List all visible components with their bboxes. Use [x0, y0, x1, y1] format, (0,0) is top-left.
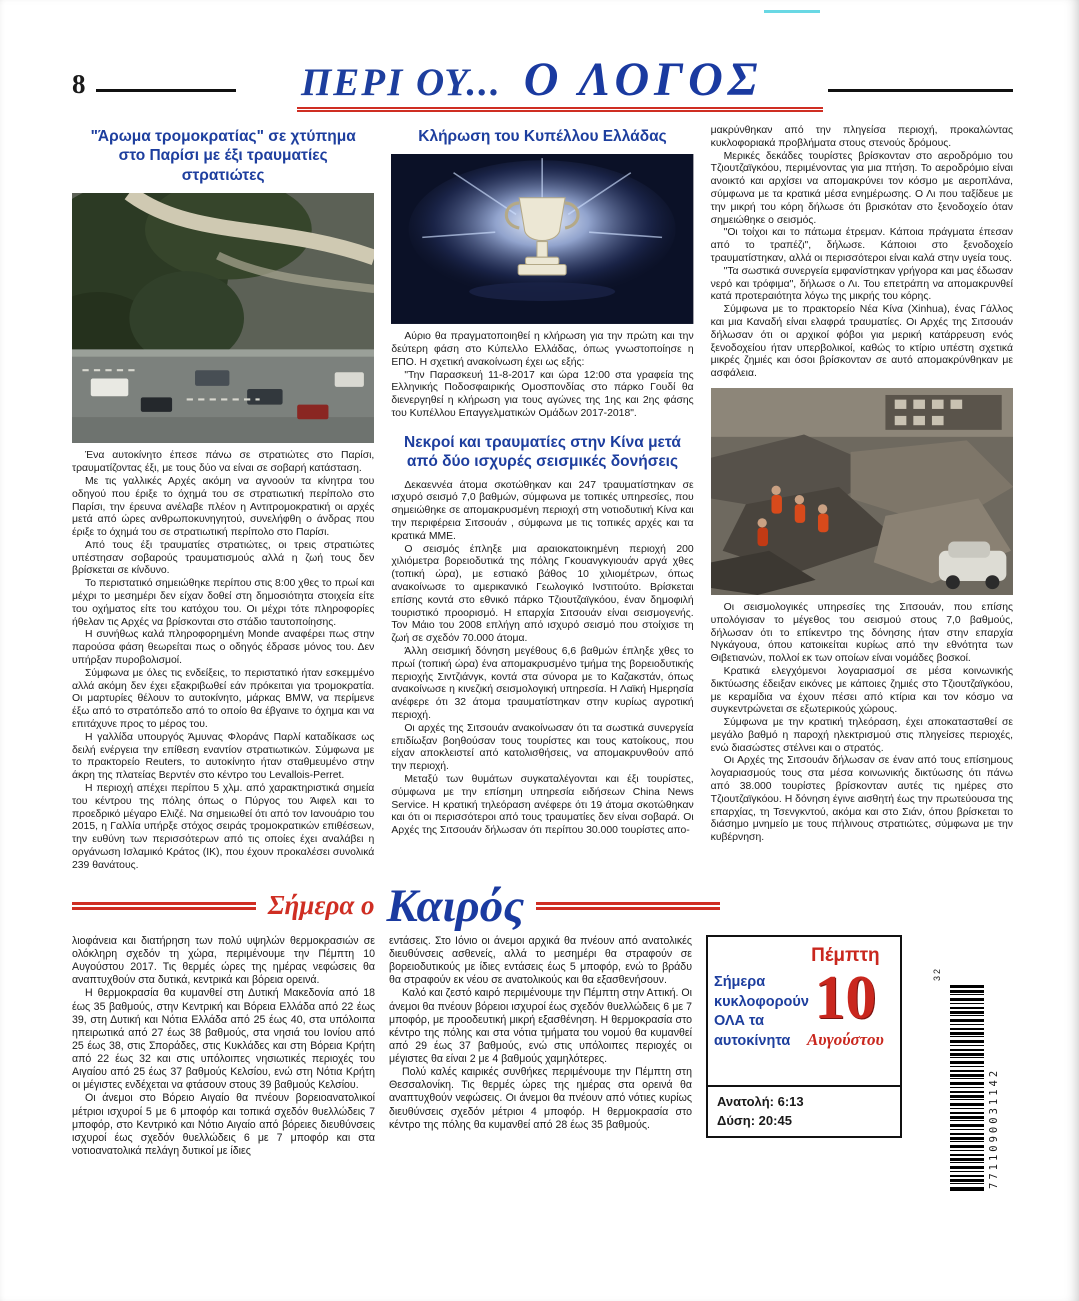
- body-paragraph: Το περιστατικό σημειώθηκε περίπου στις 8:00 χθες το πρωί και μέχρι το μεσημέρι δεν είχαν δοθεί στη δημοσιότητα στοιχεία είτε του οχήματος είτε του κατόχου του. Οι μέχρι τότε πληροφορίες ήθελαν τις Αρχές να βρίσκονται στο στάδιο ταυτοποίησης.: [72, 578, 375, 628]
- print-registration-mark: [764, 10, 820, 13]
- masthead: [236, 53, 829, 106]
- sun-times-box: [706, 1087, 902, 1138]
- circulation-line: ΟΛΑ τα: [714, 1013, 765, 1030]
- circulation-box: [706, 935, 902, 1087]
- body-paragraph: Ο σεισμός έπληξε μια αραιοκατοικημένη περιοχή 200 χιλιόμετρα βορειοδυτικά της πόλης Γκουανγκγιουάν αργά χθες (τοπική ώρα), με εστιακό βάθος 10 χιλιομέτρων, όπως ανακοίνωσε το αμερικανικό Γεωλογικό Ινστιτούτο. Βρίσκεται επίσης κοντά στο εθνικό πάρκο Τζιουτζαϊγκόου, έναν δημοφιλή τουριστικό προορισμό. Η επαρχία Σιτσουάν είναι σεισμογενής. Τον Μάιο του 2008 επλήγη από ισχυρό σεισμό που στοίχισε τη ζωή σε σχεδόν 70.000 άτομα.: [391, 543, 694, 645]
- barcode-bars: [950, 985, 984, 1191]
- body-paragraph: Άλλη σεισμική δόνηση μεγέθους 6,6 βαθμών έπληξε χθες το πρωί (τοπική ώρα) ένα απομακρυσμένο τμήμα της βορειοδυτικής περιοχής Σιντζιάνγκ, κοντά στα σύνορα με το Καζακστάν, όπως ανακοίνωσε η κινεζική σεισμολογική υπηρεσία. Η Λαϊκή Ημερησία ανέφερε ότι 32 άτομα τραυματίστηκαν στην κυρίως αγροτική περιοχή.: [391, 645, 694, 721]
- circulation-line: κυκλοφορούν: [714, 993, 809, 1010]
- body-paragraph: "Οι τοίχοι και το πάτωμα έτρεμαν. Κάποια πράγματα έπεσαν από το τραπέζι", δήλωσε. Κάποιοι στο ξενοδοχείο τραυματίστηκαν, αλλά οι περισσότεροι είναι καλά στην υγεία τους.: [710, 227, 1013, 264]
- circulation-line: αυτοκίνητα: [714, 1033, 791, 1050]
- body-paragraph: μακρύνθηκαν από την πληγείσα περιοχή, προκαλώντας κυκλοφοριακά προβλήματα στους στενούς δρόμους.: [710, 125, 1013, 149]
- masthead-title: Ο ΛΟΓΟΣ: [523, 53, 763, 106]
- paris-attack-photo: [72, 193, 374, 443]
- header-rule-right: [828, 89, 1013, 92]
- body-paragraph: Οι αρχές της Σιτσουάν ανακοίνωσαν ότι τα σωστικά συνεργεία επιδίωξαν βοηθούσαν τους τουρίστες και τους κατοίκους, που είχαν αποκλειστεί από κατολισθήσεις, να απομακρυνθούν από την περιοχή.: [391, 722, 694, 773]
- weather-header: [72, 879, 720, 932]
- circulation-info-box: [706, 935, 902, 1138]
- header-rule-left: [96, 89, 236, 92]
- body-paragraph: Μεταξύ των θυμάτων συγκαταλέγονται και έξι τουρίστες, σύμφωνα με την επίσημη υπηρεσία ειδήσεων China News Service. Η κρατική τηλεόραση ανέφερε ότι 19 άτομα σκοτώθηκαν και ότι οι περισσότεροι από τους τραυματίες δεν είναι σοβαρά. Οι Αρχές της Σιτσουάν δήλωσαν ότι περίπου 30.000 τουρίστες απο-: [391, 773, 694, 837]
- body-paragraph: Η περιοχή απέχει περίπου 5 χλμ. από χαρακτηριστικά σημεία του κέντρου της πόλης όπως ο Πύργος του Άιφελ και το προεδρικό μέγαρο Ελιζέ. Να σημειωθεί ότι από τον Ιανουάριο του 2015, η Γαλλία υπήρξε στόχος σειράς τρομοκρατικών επιθέσεων, την ευθύνη των περισσότερων από τις οποίες έχει αναλάβει η οργάνωση Ισλαμικό Κράτος (ΙΚ), που έχουν προκαλέσει συνολικά 239 θανάτους.: [72, 783, 375, 871]
- article-headline: Κλήρωση του Κυπέλλου Ελλάδας: [418, 128, 667, 145]
- weather-title-prefix: Σήμερα ο: [267, 890, 375, 921]
- body-paragraph: Ένα αυτοκίνητο έπεσε πάνω σε στρατιώτες στο Παρίσι, τραυματίζοντας έξι, με τους δύο να είναι σε σοβαρή κατάσταση.: [72, 450, 375, 475]
- sunrise-time: Ανατολή: 6:13: [717, 1093, 804, 1109]
- weather-rule-right: [536, 902, 720, 910]
- weather-body: [72, 935, 1013, 1209]
- weather-section: [72, 879, 1013, 1209]
- body-paragraph: Σύμφωνα με την κρατική τηλεόραση, έχει αποκατασταθεί σε μεγάλο βαθμό η παροχή ηλεκτρισμού στις πληγείσες περιοχές, ενώ διασώστες στέλνει και ο στρατός.: [710, 717, 1013, 754]
- body-paragraph: "Την Παρασκευή 11-8-2017 και ώρα 12:00 στα γραφεία της Ελληνικής Ποδοσφαιρικής Ομοσπονδίας στο πάρκο Γουδί θα διενεργηθεί η κλήρωση για τους αγώνες της 1ης και 2ης φάσης του Κυπέλλου Επαγγελματικών Ομάδων 2017-2018".: [391, 369, 694, 420]
- month-label: Αυγούστου: [806, 1029, 884, 1049]
- body-paragraph: Η γαλλίδα υπουργός Άμυνας Φλοράνς Παρλί καταδίκασε ως δειλή ενέργεια την επίθεση εναντίον στρατιωτικών. Σύμφωνα με το πρακτορείο Reuters, το αυτοκίνητο ήταν σταθμευμένο στην άκρη της πλατείας Βερντέν στο κέντρο του Levallois-Perret.: [72, 731, 375, 782]
- page-number: 8: [72, 69, 86, 99]
- issue-number: 32: [932, 966, 942, 981]
- main-columns: [72, 125, 1013, 873]
- weather-paragraph: εντάσεις. Στο Ιόνιο οι άνεμοι αρχικά θα πνέουν από ανατολικές διευθύνσεις ασθενείς, αλλά το μεσημέρι θα στραφούν σε βορειοδυτικούς με ίδιες εντάσεις έως 5 μποφόρ, ενώ το βράδυ θα στραφούν εκ νέου σε ανατολικούς και θα εξασθενήσουν.: [389, 934, 692, 987]
- weekday-label: Πέμπτη: [811, 944, 880, 966]
- trophy-photo-illustration: [391, 154, 693, 324]
- earthquake-photo-illustration: [711, 388, 1013, 595]
- weather-paragraph: Οι άνεμοι στο Βόρειο Αιγαίο θα πνέουν βορειοανατολικοί μέτριοι ισχυροί 5 με 6 μποφόρ και τοπικά σχεδόν θυελλώδεις 7 μποφόρ, στο Κεντρικό και Νότιο Αιγαίο από βόρειες διευθύνσεις ισχυροί έως σχεδόν θυελλώδεις 6 με 7 μποφόρ και στα νοτιοανατολικά πελάγη δυτικοί με ίδιες: [72, 1092, 375, 1157]
- body-paragraph: Με τις γαλλικές Αρχές ακόμη να αγνοούν τα κίνητρα του οδηγού που έριξε το όχημά του σε στρατιωτική περίπολο στο Παρίσι, την έρευνα ανέλαβε πλέον η Αντιτρομοκρατική οι αρχές μετά από ώρες ανθρωποκυνηγητού, συνελήφθη ο άνδρας που έριξε το όχημά του σε στρατιωτική περίπολο στο Παρίσι.: [72, 475, 375, 539]
- article-column-middle: [391, 125, 693, 873]
- date-block: [797, 945, 894, 1079]
- body-paragraph: Η συνήθως καλά πληροφορημένη Monde αναφέρει πως στην παρούσα φάση θεωρείται πως ο οδηγός έδρασε μόνος του. Δεν υπήρξαν πυροβολισμοί.: [72, 629, 375, 667]
- masthead-underline: [297, 107, 823, 112]
- body-paragraph: Σύμφωνα με όλες τις ενδείξεις, το περιστατικό ήταν εσκεμμένο αλλά ακόμη δεν έχει εξακριβωθεί εάν πρόκειται για τρομοκρατία. Οι μαρτυρίες θέλουν το αυτοκίνητο, μάρκας BMW, να περίμενε έξω από το στρατόπεδο από το οποίο θα έβγαινε το όχημα και να επιτάχυνε προς το μέρος του.: [72, 667, 375, 731]
- issue-barcode: [916, 966, 1012, 1209]
- weather-paragraph: Καλό και ζεστό καιρό περιμένουμε την Πέμπτη στην Αττική. Οι άνεμοι θα πνέουν βόρειοι ισχυροί έως σχεδόν θυελλώδεις 6 με 7 μποφόρ, με προοδευτική μικρή εξασθένηση. Η θερμοκρασία στο κέντρο της πόλης και στα νότια τμήματα του νομού θα κυμανθεί από 29 έως 37 βαθμούς, ενώ στις υπόλοιπες περιοχές οι μέγιστες θα είναι 2 με 4 βαθμούς χαμηλότερες.: [389, 987, 692, 1066]
- date-number: 10: [814, 963, 877, 1032]
- body-paragraph: Δεκαεννέα άτομα σκοτώθηκαν και 247 τραυματίστηκαν σε ισχυρό σεισμό 7,0 βαθμών, σύμφωνα με τοπικές υπηρεσίες, που σημειώθηκε σε απομακρυσμένη περιοχή στη νοτιοδυτική Κίνα και την περιφέρεια Σιτσουάν , σύμφωνα με τις τοπικές αρχές και τα κρατικά ΜΜΕ.: [391, 479, 694, 542]
- barcode-digits: 7711090031142: [988, 1067, 1000, 1189]
- body-paragraph: Μερικές δεκάδες τουρίστες βρίσκονταν στο αεροδρόμιο του Τζιουτζαϊγκόου, περιμένοντας για μια πτήση. Το αεροδρόμιο είναι ανοικτό και αρχίσει να απομακρύνει τον κόσμο με αεροπλάνα, σύμφωνα με τα κρατικά μέσα ενημέρωσης. Ο Λι που ταξίδευε με την μικρή του κόρη δήλωσε ότι βρισκόταν στο ξενοδοχείο όταν σημειώθηκε ο σεισμός.: [710, 150, 1013, 226]
- weather-title: Καιρός: [386, 879, 525, 932]
- body-paragraph: Οι Αρχές της Σιτσουάν δήλωσαν σε έναν από τους επίσημους λογαριασμούς τους στα μέσα κοινωνικής δικτύωσης ότι πάνω από 38.000 τουρίστες βρίσκονταν αυτές τις ημέρες στο Τζιουτζαϊγκόου. Η δόνηση έγινε αισθητή έως την πρωτεύουσα της επαρχίας, τη Τσενγκντού, ακόμα και στο Σιάν, όπου βρίσκεται το διάσημο μνημείο με τους πήλινους στρατιώτες, σύμφωνα με την κυβέρνηση.: [710, 755, 1013, 844]
- circulation-line: Σήμερα: [714, 974, 766, 991]
- page-header: [72, 53, 1013, 112]
- article-paris-attack: [72, 125, 374, 873]
- body-paragraph: Αύριο θα πραγματοποιηθεί η κλήρωση για την πρώτη και την δεύτερη φάση στο Κύπελλο Ελλάδας, όπως γνωστοποίησε η ΕΠΟ. Η σχετική ανακοίνωση έχει ως εξής:: [391, 331, 694, 368]
- weather-paragraph: Πολύ καλές καιρικές συνθήκες περιμένουμε την Πέμπτη στη Θεσσαλονίκη. Τις θερμές ώρες της ημέρας στα ορεινά θα αναπτυχθούν νεφώσεις. Οι άνεμοι θα πνέουν από νότιες κυρίως διευθύνσεις σχεδόν μέτριοι 4 μποφόρ. Η θερμοκρασία στο κέντρο της πόλης θα κυμανθεί από 28 έως 35 βαθμούς.: [389, 1066, 692, 1131]
- article-headline: "Άρωμα τρομοκρατίας" σε χτύπημα στο Παρίσι με έξι τραυματίες στρατιώτες: [90, 128, 356, 184]
- body-paragraph: "Τα σωστικά συνεργεία εμφανίστηκαν γρήγορα και μας έδωσαν νερό και τρόφιμα", δήλωσε ο Λι. Του επετράπη να απομακρυνθεί κατά προτεραιότητα λόγω της μικρής του κόρης.: [710, 265, 1013, 303]
- aerial-street-photo-illustration: [72, 193, 374, 443]
- body-paragraph: Οι σεισμολογικές υπηρεσίες της Σιτσουάν, που επίσης υπολόγισαν το μέγεθος του σεισμού στους 7,0 βαθμούς, δήλωσαν ότι το επίκεντρο της δόνησης ήταν στην επαρχία Νγκάγουα, όπου κατοικείται κυρίως από την εθνότητα των Θιβετιανών, πολλοί εκ των οποίων είναι νομάδες βοσκοί.: [710, 601, 1013, 665]
- circulation-text: [714, 945, 809, 1079]
- earthquake-photo: [711, 388, 1013, 595]
- body-paragraph: Κρατικά ελεγχόμενοι λογαριασμοί σε μέσα κοινωνικής δικτύωσης έδειξαν εικόνες με κάποιες ζημιές στο Τζιουτζαϊγκόου, με κεραμίδια να έχουν πέσει από κτίρια και τον κόσμο να συγκεντρώνεται σε εξωτερικούς χώρους.: [710, 665, 1013, 716]
- article-column-right: [711, 125, 1013, 873]
- body-paragraph: Σύμφωνα με το πρακτορείο Νέα Κίνα (Xinhua), ένας Γάλλος και μια Καναδή είναι ελαφρά τραυματίες. Οι Αρχές της Σιτσουάν δήλωσαν ότι οι αρχικοί φόβοι για μερική κατάρρευση ενός ξενοδοχείου ήταν υπερβολικοί, καθώς το κτίριο υπέστη σχετικά μικρές ζημιές και όσοι βρίσκονταν σε αυτό απομακρύνθηκαν με ασφάλεια.: [710, 304, 1013, 380]
- weather-column-2: [389, 935, 692, 1132]
- weather-paragraph: λιοφάνεια και διατήρηση των πολύ υψηλών θερμοκρασιών σε ολόκληρη σχεδόν τη χώρα, περιμένουμε την Πέμπτη 10 Αυγούστου 2017. Τις θερμές ώρες της ημέρας νεφώσεις θα αναπτυχθούν στα δυτικά, κεντρικά και βόρεια ορεινά.: [72, 934, 375, 987]
- cup-trophy-photo: [391, 154, 693, 324]
- article-headline: Νεκροί και τραυματίες στην Κίνα μετά από δύο ισχυρές σεισμικές δονήσεις: [404, 433, 681, 471]
- weather-paragraph: Η θερμοκρασία θα κυμανθεί στη Δυτική Μακεδονία από 18 έως 35 βαθμούς, στην Κεντρική και Βόρεια Ελλάδα από 22 έως 39, στη Δυτική και Νότια Ελλάδα από 25 έως 40, στα υπόλοιπα ηπειρωτικά από 27 έως 38 βαθμούς, στα νησιά του Ιονίου από 25 έως 38, στις Σποράδες, στις Κυκλάδες και στη Βόρεια Κρήτη από 22 έως 32 και στις υπόλοιπες νησιωτικές περιοχές του Αιγαίου από 25 έως 37 βαθμούς Κελσίου, ενώ στη Νότια Κρήτη οι μέγιστες ενδέχεται να φτάσουν στους 39 βαθμούς Κελσίου.: [72, 987, 375, 1092]
- sunset-time: Δύση: 20:45: [717, 1113, 792, 1129]
- weather-column-1: [72, 935, 375, 1158]
- body-paragraph: Από τους έξι τραυματίες στρατιώτες, οι τρεις στρατιώτες υπέστησαν σοβαρούς τραυματισμούς αλλά η ζωή τους δεν βρίσκεται σε κίνδυνο.: [72, 539, 375, 577]
- masthead-prefix: ΠΕΡΙ ΟΥ...: [300, 61, 502, 104]
- weather-rule-left: [72, 902, 256, 910]
